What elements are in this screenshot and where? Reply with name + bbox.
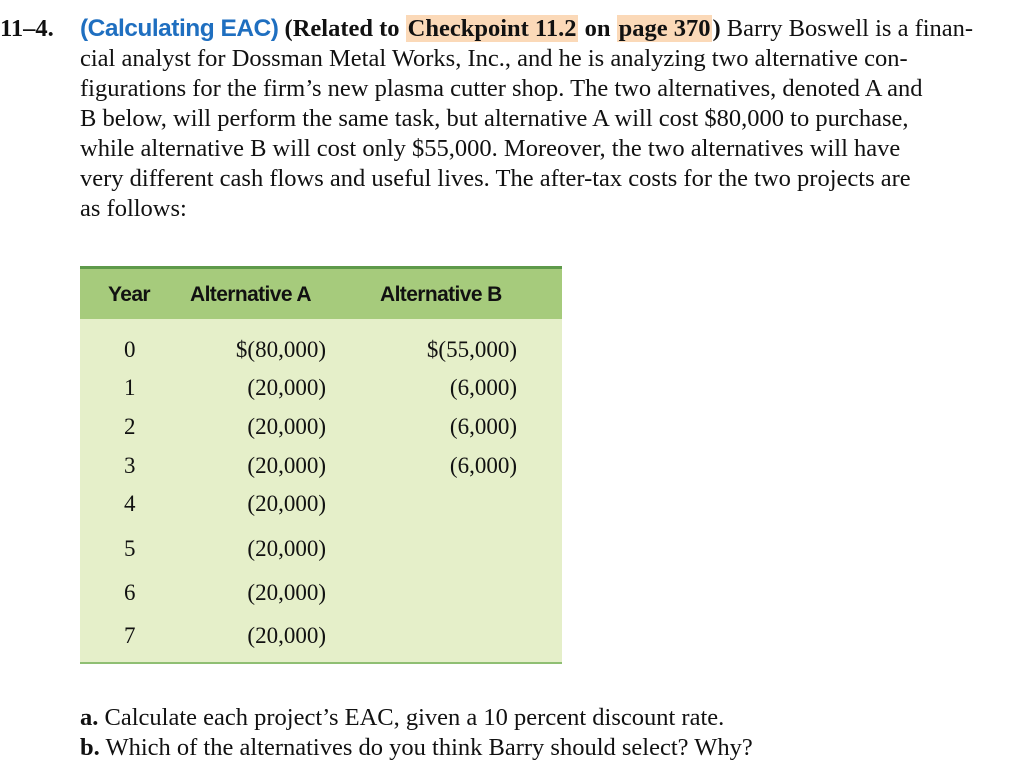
problem-text-line: cial analyst for Dossman Metal Works, Inc., and he is analyzing two alternative con- bbox=[80, 45, 908, 72]
header-alternative-b: Alternative B bbox=[380, 283, 502, 306]
header-alternative-a: Alternative A bbox=[190, 283, 311, 306]
problem-text-line: Barry Boswell is a finan- bbox=[726, 15, 974, 42]
question-label: a. bbox=[80, 704, 99, 731]
cell-alternative-b: (6,000) bbox=[449, 375, 517, 400]
problem-statement bbox=[0, 14, 1024, 224]
cell-alternative-a: $(80,000) bbox=[235, 337, 326, 362]
cell-year: 4 bbox=[124, 491, 136, 516]
table-row bbox=[80, 580, 562, 610]
cell-alternative-b: (6,000) bbox=[449, 414, 517, 439]
on-word: on bbox=[584, 15, 611, 42]
cell-year: 3 bbox=[124, 453, 136, 478]
cell-alternative-a: (20,000) bbox=[247, 623, 326, 648]
table-header bbox=[80, 269, 562, 319]
table-row bbox=[80, 337, 562, 367]
table-row bbox=[80, 453, 562, 483]
table-row bbox=[80, 536, 562, 566]
table-row bbox=[80, 623, 562, 653]
question-text: Which of the alternatives do you think Barry should select? Why? bbox=[105, 734, 753, 761]
cell-alternative-a: (20,000) bbox=[247, 453, 326, 478]
cell-alternative-a: (20,000) bbox=[247, 375, 326, 400]
cell-year: 2 bbox=[124, 414, 136, 439]
table-row bbox=[80, 414, 562, 444]
cell-alternative-a: (20,000) bbox=[247, 414, 326, 439]
cell-alternative-a: (20,000) bbox=[247, 580, 326, 605]
cell-alternative-a: (20,000) bbox=[247, 491, 326, 516]
problem-text-line: very different cash flows and useful lives. The after-tax costs for the two projects are bbox=[80, 165, 911, 192]
question-label: b. bbox=[80, 734, 100, 761]
question-b bbox=[80, 733, 753, 763]
cell-year: 0 bbox=[124, 337, 136, 362]
problem-text-line: figurations for the firm’s new plasma cutter shop. The two alternatives, denoted A and bbox=[80, 75, 923, 102]
cell-year: 6 bbox=[124, 580, 136, 605]
cell-year: 1 bbox=[124, 375, 136, 400]
problem-first-line bbox=[0, 14, 1024, 44]
checkpoint-link[interactable]: Checkpoint 11.2 bbox=[407, 15, 577, 42]
problem-text-line: as follows: bbox=[80, 195, 187, 222]
question-a bbox=[80, 703, 724, 733]
header-year: Year bbox=[108, 283, 150, 306]
cell-year: 5 bbox=[124, 536, 136, 561]
cell-year: 7 bbox=[124, 623, 136, 648]
cell-alternative-b: (6,000) bbox=[449, 453, 517, 478]
problem-number: 11–4. bbox=[0, 15, 54, 42]
cell-alternative-b: $(55,000) bbox=[426, 337, 517, 362]
question-text: Calculate each project’s EAC, given a 10 percent discount rate. bbox=[104, 704, 725, 731]
cash-flow-table bbox=[80, 266, 562, 664]
problem-text-line: B below, will perform the same task, but alternative A will cost $80,000 to purchase, bbox=[80, 105, 909, 132]
cell-alternative-a: (20,000) bbox=[247, 536, 326, 561]
problem-text-line: while alternative B will cost only $55,000. Moreover, the two alternatives will have bbox=[80, 135, 901, 162]
related-prefix: (Related to bbox=[284, 15, 400, 42]
close-paren: ) bbox=[712, 15, 721, 42]
table-row bbox=[80, 375, 562, 405]
page-link[interactable]: page 370 bbox=[618, 15, 711, 42]
problem-title: (Calculating EAC) bbox=[80, 15, 279, 42]
table-row bbox=[80, 491, 562, 521]
